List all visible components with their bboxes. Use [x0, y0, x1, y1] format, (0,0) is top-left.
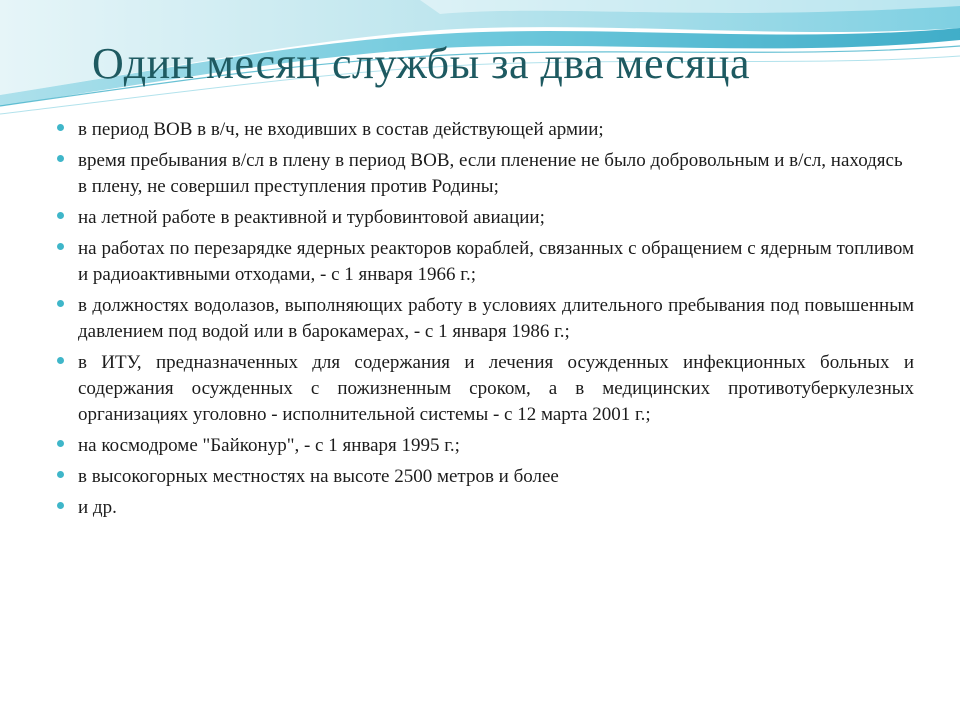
- bullet-item: [54, 495, 914, 521]
- bullet-text: на работах по перезарядке ядерных реакторов кораблей, связанных с обращением с ядерным топливом и радиоактивными отходами, - с 1 января 1966 г.;: [78, 238, 914, 285]
- bullet-dot-icon: [57, 124, 64, 131]
- slide-title: Один месяц службы за два месяца: [92, 39, 750, 88]
- bullet-text: и др.: [78, 497, 117, 518]
- bullet-item: [54, 293, 914, 345]
- bullet-dot-icon: [57, 212, 64, 219]
- bullet-text: время пребывания в/сл в плену в период ВОВ, если пленение не было добровольным и в/сл, находясь в плену, не совершил преступления против Родины;: [78, 150, 903, 197]
- bullet-text: в период ВОВ в в/ч, не входивших в состав действующей армии;: [78, 119, 604, 140]
- bullet-item: [54, 148, 914, 200]
- bullet-item: [54, 117, 914, 143]
- bullet-dot-icon: [57, 471, 64, 478]
- bullet-item: [54, 464, 914, 490]
- bullet-item: [54, 350, 914, 428]
- bullet-text: на летной работе в реактивной и турбовинтовой авиации;: [78, 207, 545, 228]
- bullet-dot-icon: [57, 502, 64, 509]
- bullet-text: в должностях водолазов, выполняющих работу в условиях длительного пребывания под повышенным давлением под водой или в барокамерах, - с 1 января 1986 г.;: [78, 295, 914, 342]
- bullet-dot-icon: [57, 440, 64, 447]
- bullet-dot-icon: [57, 357, 64, 364]
- bullet-item: [54, 433, 914, 459]
- bullet-text: в ИТУ, предназначенных для содержания и лечения осужденных инфекционных больных и содержания осужденных с пожизненным сроком, а в медицинских противотуберкулезных организациях уголовно - исполнительной системы - с 12 марта 2001 г.;: [78, 352, 914, 425]
- bullet-text: в высокогорных местностях на высоте 2500 метров и более: [78, 466, 559, 487]
- bullet-item: [54, 205, 914, 231]
- bullet-dot-icon: [57, 243, 64, 250]
- bullet-dot-icon: [57, 155, 64, 162]
- bullet-list: [54, 117, 914, 526]
- bullet-text: на космодроме "Байконур", - с 1 января 1995 г.;: [78, 435, 460, 456]
- bullet-item: [54, 236, 914, 288]
- bullet-dot-icon: [57, 300, 64, 307]
